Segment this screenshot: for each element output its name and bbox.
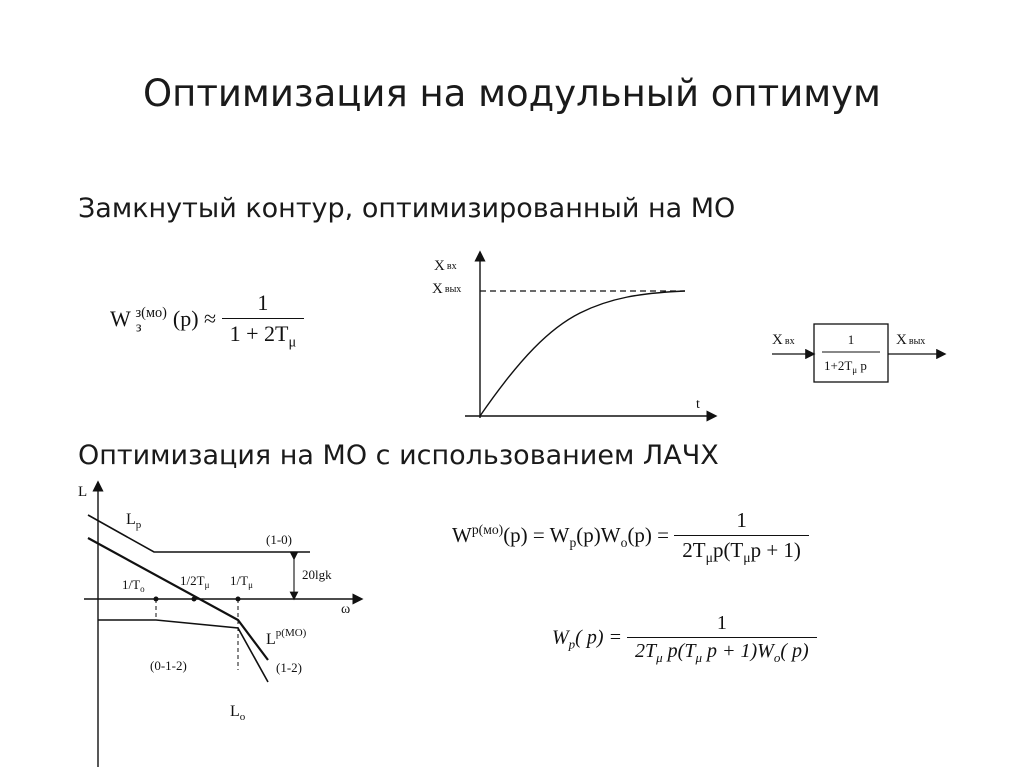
lp-label: $L_p$	[126, 511, 142, 531]
step-label-t: t	[696, 397, 700, 412]
block-diagram	[768, 318, 950, 388]
subtitle-closed-loop: Замкнутый контур, оптимизированный на МО	[78, 193, 736, 224]
slide-title: Оптимизация на модульный оптимум	[143, 72, 881, 115]
formula-open-loop-target: $W^{p(мо)}(p) = W_p(p)W_o(p)$ = $\frac{1}{2T_\mu p(T_\mu p + 1)}$	[452, 508, 809, 566]
tick-label-1-2Tmu: $1/2T_\mu$	[180, 573, 210, 590]
lachh-L-label: L	[78, 484, 88, 500]
label-20lgk: 20lgk	[302, 567, 332, 582]
tick-dot-2	[192, 597, 197, 602]
step-response-plot	[420, 248, 720, 428]
label-0-1-2: (0-1-2)	[150, 658, 187, 673]
formula-closed-loop	[110, 290, 304, 351]
formula-1-fraction: $\frac{1}{1 + 2T_\mu}$	[222, 290, 305, 351]
formula-3-fraction: $\frac{1}{2T_\mu p(T_\mu p + 1)W_o( p)}$	[627, 612, 817, 666]
label-1-2: (1-2)	[276, 660, 302, 675]
lachh-plot	[70, 478, 370, 767]
subtitle-lachh: Оптимизация на МО с использованием ЛАЧХ	[78, 440, 719, 471]
lachh-omega-label: ω	[341, 602, 351, 617]
step-response-curve	[480, 291, 685, 416]
step-label-xvyx: Xвых	[432, 281, 462, 297]
block-numerator: 1	[847, 332, 855, 347]
block-denominator: $1+2T_\mu$ p	[824, 358, 867, 375]
step-label-xvx: Xвх	[434, 258, 457, 274]
lo-label: $L_o$	[230, 703, 246, 723]
lpmo-label: $L^{p(MO)}$	[266, 627, 307, 648]
formula-regulator: $W_p$( p) = $\frac{1}{2T_\mu p(T_\mu p + 1)W_o( p)}$	[552, 612, 817, 666]
tick-dot-1	[154, 597, 159, 602]
formula-1-lhs: W $_з^{з(мо)}$ (p) ≈	[110, 305, 217, 336]
tick-label-1-To: $1/T_o$	[122, 577, 145, 594]
block-input-label: Xвх	[772, 332, 795, 348]
formula-2-fraction: $\frac{1}{2T_\mu p(T_\mu p + 1)}$	[674, 508, 809, 566]
block-output-label: Xвых	[896, 332, 926, 348]
tick-dot-3	[236, 597, 241, 602]
tick-label-1-Tmu: $1/T_\mu$	[230, 573, 253, 590]
label-1-0: (1-0)	[266, 532, 292, 547]
